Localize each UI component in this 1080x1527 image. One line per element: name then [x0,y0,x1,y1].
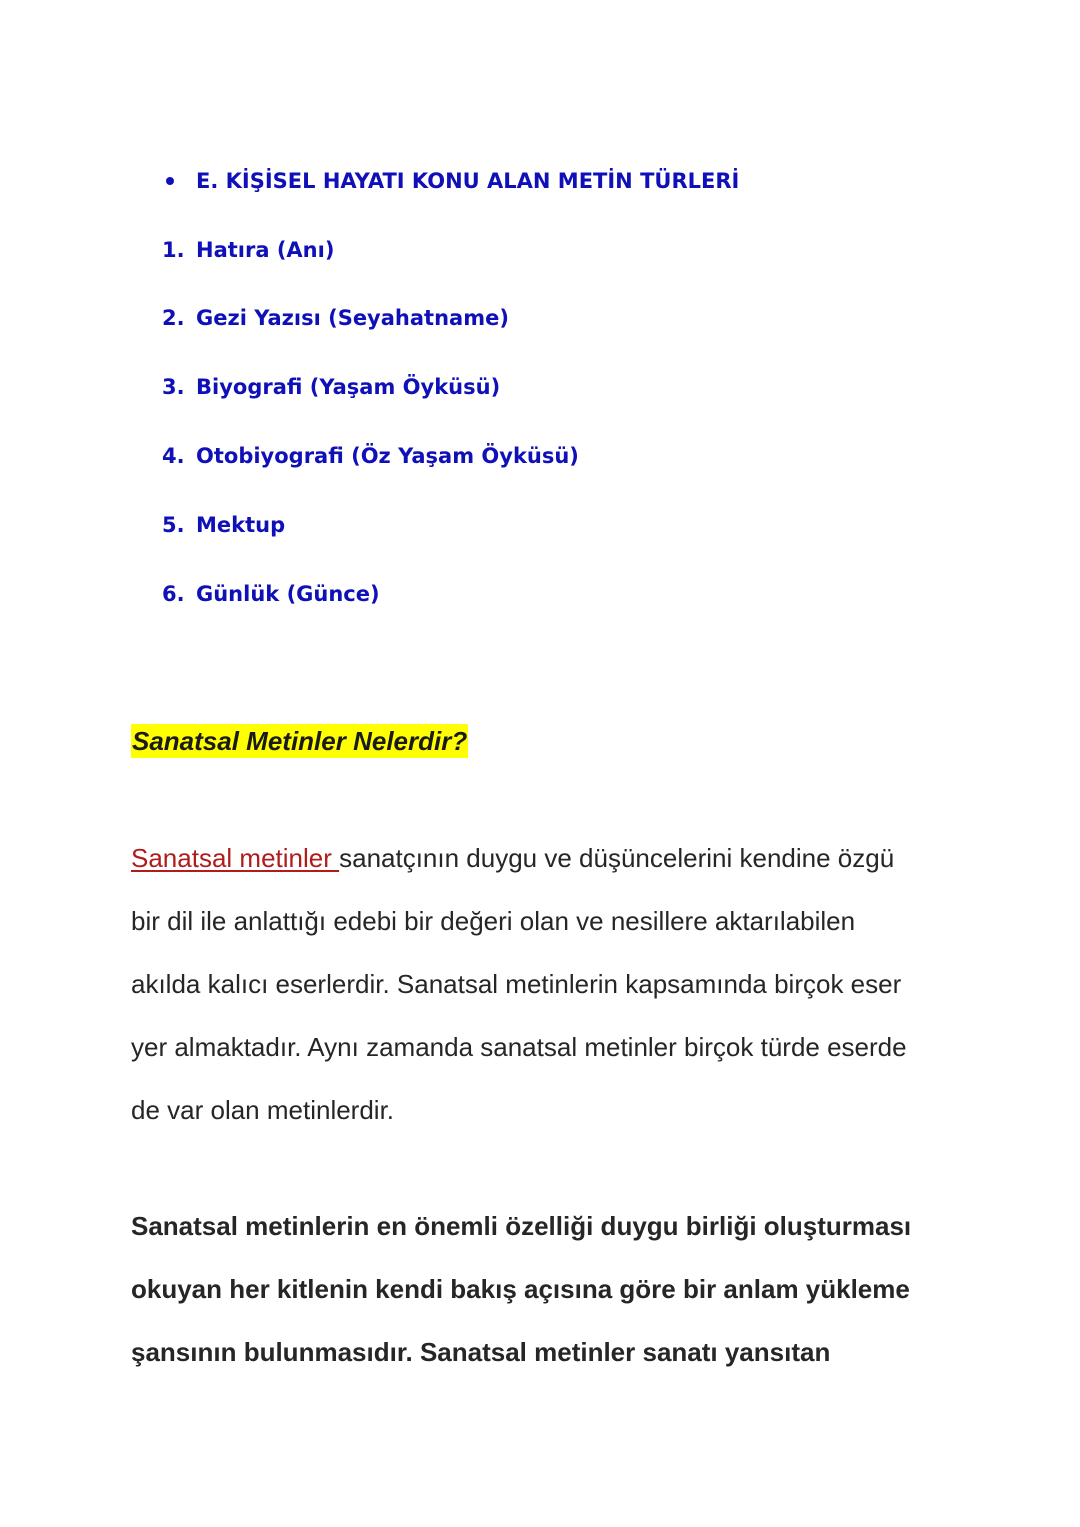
paragraph-line [131,842,894,874]
list-item-number: 5. [162,513,185,537]
bold-paragraph-line: şansının bulunmasıdır. Sanatsal metinler sanatı yansıtan [131,1337,831,1367]
list-item-number: 2. [162,306,185,330]
paragraph-text: sanatçının duygu ve düşüncelerini kendine özgü [339,843,895,873]
list-item-number: 6. [162,582,185,606]
list-item: Biyografi (Yaşam Öyküsü) [196,375,501,399]
list-item: Hatıra (Anı) [196,238,335,262]
paragraph-line: bir dil ile anlattığı edebi bir değeri olan ve nesillere aktarılabilen [131,906,856,936]
paragraph-line: akılda kalıcı eserlerdir. Sanatsal metinlerin kapsamında birçok eser [131,969,902,999]
list-item: Mektup [196,513,286,537]
bullet-icon [166,177,174,185]
list-item-number: 3. [162,375,185,399]
list-item-number: 4. [162,444,185,468]
bold-paragraph-line: okuyan her kitlenin kendi bakış açısına göre bir anlam yükleme [131,1274,910,1304]
section-title: E. KİŞİSEL HAYATI KONU ALAN METİN TÜRLERİ [196,169,740,193]
paragraph-line: de var olan metinlerdir. [131,1095,395,1125]
list-item-number: 1. [162,238,185,262]
list-item: Günlük (Günce) [196,582,380,606]
list-item: Otobiyografi (Öz Yaşam Öyküsü) [196,444,579,468]
paragraph-line: yer almaktadır. Aynı zamanda sanatsal metinler birçok türde eserde [131,1032,907,1062]
highlighted-heading: Sanatsal Metinler Nelerdir? [132,726,468,756]
list-item: Gezi Yazısı (Seyahatname) [196,306,509,330]
bold-paragraph-line: Sanatsal metinlerin en önemli özelliği duygu birliği oluşturması [131,1211,912,1241]
sanatsal-metinler-link[interactable]: Sanatsal metinler [131,843,340,873]
